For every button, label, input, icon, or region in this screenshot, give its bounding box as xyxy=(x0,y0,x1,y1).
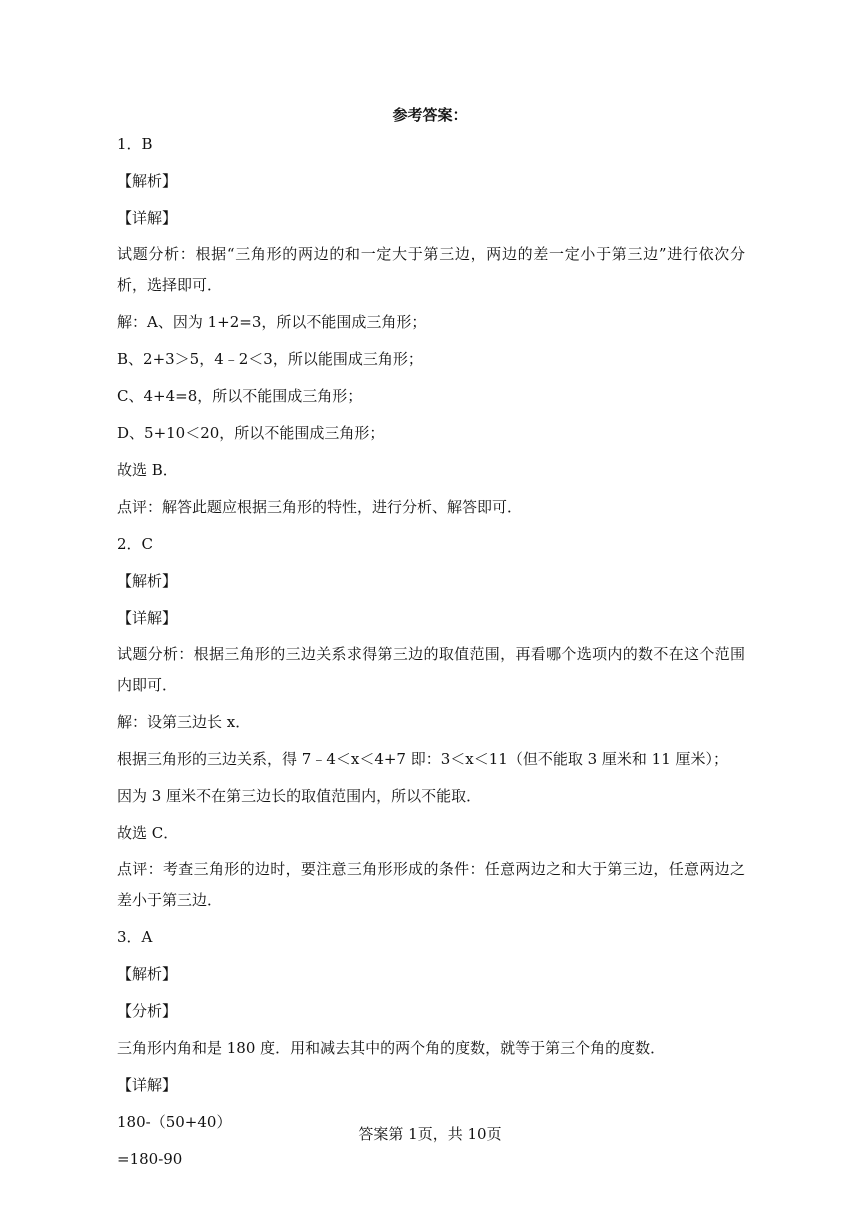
page-title: 参考答案： xyxy=(392,106,468,124)
q3-line-1: 180-（50+40） xyxy=(117,1113,232,1131)
q1-jiexi-heading: 【解析】 xyxy=(117,172,178,190)
answer-content xyxy=(117,132,745,1184)
q1-line-a: 解：A、因为 1+2=3，所以不能围成三角形； xyxy=(117,313,427,331)
q3-fenxi-heading: 【分析】 xyxy=(117,1002,178,1020)
q2-line-3: 因为 3 厘米不在第三边长的取值范围内，所以不能取． xyxy=(117,787,482,805)
q2-analysis: 试题分析：根据三角形的三边关系求得第三边的取值范围，再看哪个选项内的数不在这个范围内即可． xyxy=(117,645,745,694)
q2-jiexi-heading: 【解析】 xyxy=(117,572,178,590)
q1-xiangjie-heading: 【详解】 xyxy=(117,209,178,227)
q1-line-b: B、2+3＞5，4﹣2＜3，所以能围成三角形； xyxy=(117,350,423,368)
q2-number: 2．C xyxy=(117,535,154,553)
q1-analysis: 试题分析：根据“三角形的两边的和一定大于第三边，两边的差一定小于第三边”进行依次分析，选择即可． xyxy=(117,245,745,294)
q1-number: 1．B xyxy=(117,135,153,153)
q1-line-c: C、4+4=8，所以不能围成三角形； xyxy=(117,387,363,405)
q3-line-2: =180-90 xyxy=(117,1150,183,1168)
q1-line-d: D、5+10＜20，所以不能围成三角形； xyxy=(117,424,385,442)
q2-comment: 点评：考查三角形的边时，要注意三角形形成的条件：任意两边之和大于第三边，任意两边之差小于第三边． xyxy=(117,860,745,909)
q3-xiangjie-heading: 【详解】 xyxy=(117,1076,178,1094)
q1-comment: 点评：解答此题应根据三角形的特性，进行分析、解答即可． xyxy=(117,498,523,516)
q3-jiexi-heading: 【解析】 xyxy=(117,965,178,983)
q3-analysis: 三角形内角和是 180 度．用和减去其中的两个角的度数，就等于第三个角的度数． xyxy=(117,1039,666,1057)
q1-choice: 故选 B． xyxy=(117,461,178,479)
q2-line-2: 根据三角形的三边关系，得 7﹣4＜x＜4+7 即：3＜x＜11（但不能取 3 厘米和 11 厘米）； xyxy=(117,750,729,768)
q2-line-1: 解：设第三边长 x． xyxy=(117,713,251,731)
page-footer: 答案第 1页，共 10页 xyxy=(358,1125,502,1143)
q2-xiangjie-heading: 【详解】 xyxy=(117,609,178,627)
q2-choice: 故选 C． xyxy=(117,824,179,842)
q3-number: 3．A xyxy=(117,928,153,946)
